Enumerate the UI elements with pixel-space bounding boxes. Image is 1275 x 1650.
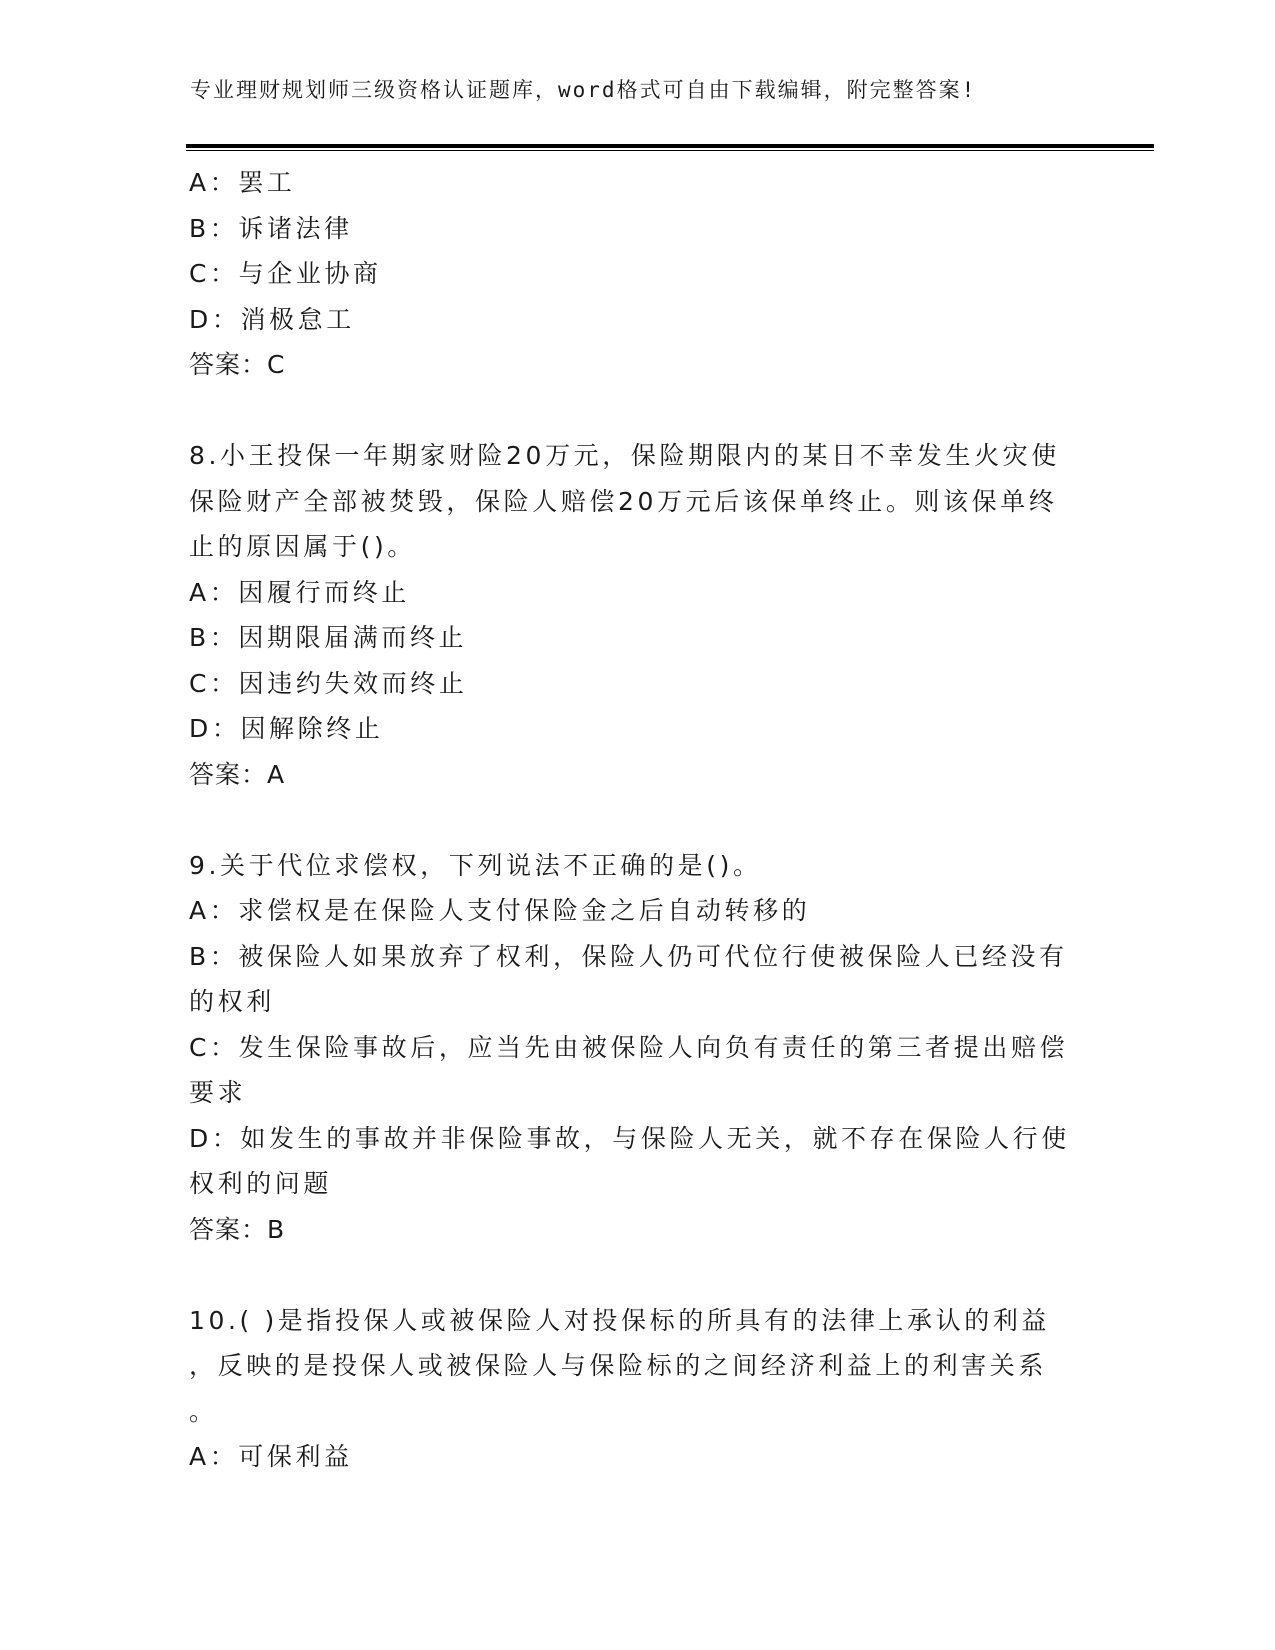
option-d-continued: 权利的问题 xyxy=(189,1169,333,1198)
spacer xyxy=(189,388,1079,434)
question-stem-line: 。 xyxy=(189,1396,218,1426)
option-d: D：因解除终止 xyxy=(189,714,384,743)
option-a: A：因履行而终止 xyxy=(189,577,410,607)
option-c: C：发生保险事故后，应当先由被保险人向负有责任的第三者提出赔偿 xyxy=(189,1032,1069,1062)
question-7 xyxy=(189,160,1079,388)
option-a: A：罢工 xyxy=(189,168,296,197)
option-b: B：因期限届满而终止 xyxy=(189,623,468,652)
option-a: A：可保利益 xyxy=(189,1442,353,1471)
question-10 xyxy=(189,1298,1079,1480)
answer-line: 答案：A xyxy=(189,759,286,789)
option-a: A：求偿权是在保险人支付保险金之后自动转移的 xyxy=(189,896,811,925)
option-b: B：被保险人如果放弃了权利，保险人仍可代位行使被保险人已经没有 xyxy=(189,941,1068,971)
question-stem-line: 8.小王投保一年期家财险20万元，保险期限内的某日不幸发生火灾使 xyxy=(189,441,1060,470)
question-8 xyxy=(189,433,1079,797)
question-stem-line: 10.( )是指投保人或被保险人对投保标的所具有的法律上承认的利益 xyxy=(189,1305,1051,1335)
question-stem-line: 止的原因属于()。 xyxy=(189,532,416,561)
option-b: B：诉诸法律 xyxy=(189,213,353,243)
option-d: D：消极怠工 xyxy=(189,304,355,334)
question-content xyxy=(189,160,1079,1480)
option-c: C：与企业协商 xyxy=(189,259,382,288)
option-d: D：如发生的事故并非保险事故，与保险人无关，就不存在保险人行使 xyxy=(189,1123,1070,1153)
option-c: C：因违约失效而终止 xyxy=(189,668,468,698)
option-c-continued: 要求 xyxy=(189,1078,247,1107)
question-9 xyxy=(189,843,1079,1253)
spacer xyxy=(189,1252,1079,1298)
question-stem-line: ，反映的是投保人或被保险人与保险标的之间经济利益上的利害关系 xyxy=(189,1351,1048,1380)
answer-line: 答案：B xyxy=(189,1214,286,1244)
spacer xyxy=(189,797,1079,843)
option-b-continued: 的权利 xyxy=(189,987,275,1016)
header-divider xyxy=(186,144,1154,151)
question-stem-line: 9.关于代位求偿权，下列说法不正确的是()。 xyxy=(189,850,762,880)
page-header-text: 专业理财规划师三级资格认证题库，word格式可自由下载编辑，附完整答案! xyxy=(190,78,977,102)
question-stem-line: 保险财产全部被焚毁，保险人赔偿20万元后该保单终止。则该保单终 xyxy=(189,486,1058,516)
answer-line: 答案：C xyxy=(189,350,286,379)
